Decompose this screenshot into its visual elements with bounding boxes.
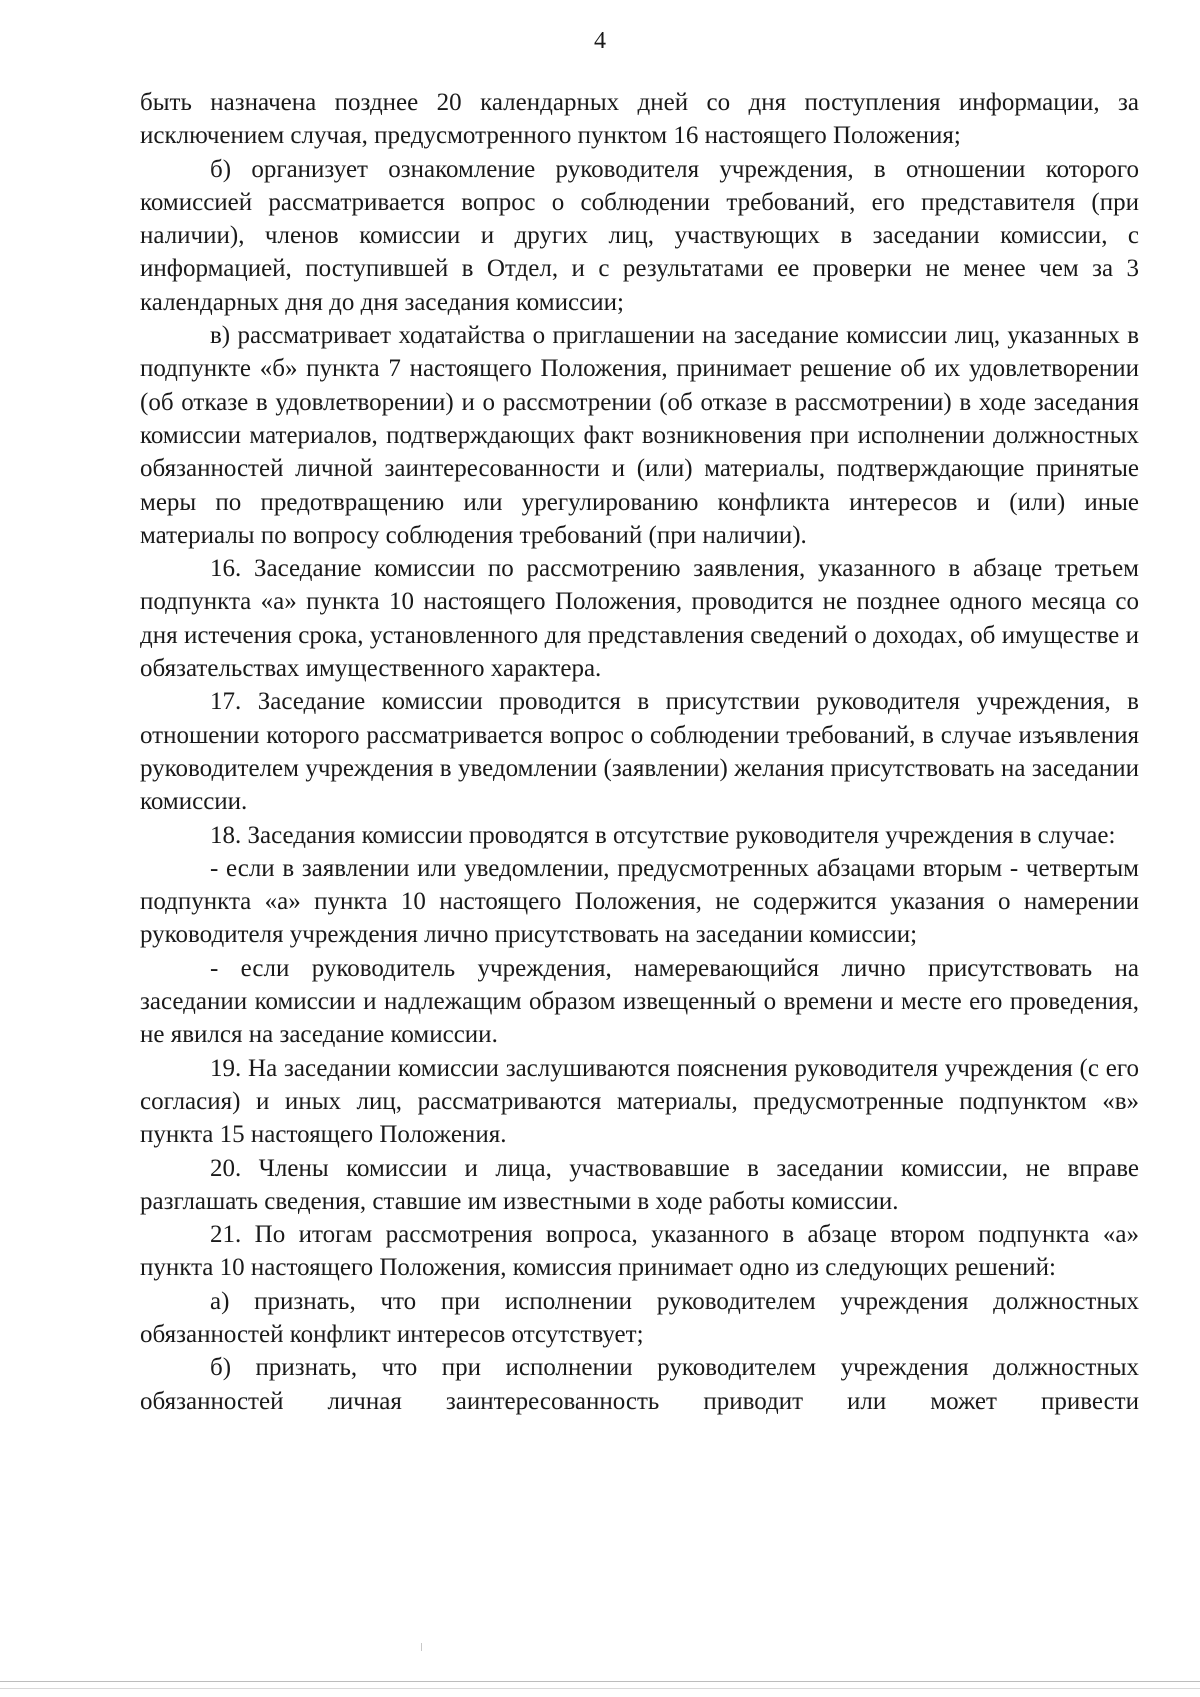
paragraph-18-case-1: - если в заявлении или уведомлении, предусмотренных абзацами вторым - четвертым подпункта «а» пункта 10 настоящего Положения, не содержится указания о намерении руководителя учреждения лично присутствовать на заседании комиссии; xyxy=(140,854,1139,949)
paragraph-16: 16. Заседание комиссии по рассмотрению заявления, указанного в абзаце третьем подпункта «а» пункта 10 настоящего Положения, проводится не позднее одного месяца со дня истечения срока, установленного для представления сведений о доходах, об имуществе и обязательствах имущественного характера. xyxy=(140,555,1139,683)
paragraph-20: 20. Члены комиссии и лица, участвовавшие в заседании комиссии, не вправе разглашать сведения, ставшие им известными в ходе работы комиссии. xyxy=(140,1154,1139,1215)
paragraph-15b: б) организует ознакомление руководителя учреждения, в отношении которого комиссией рассматривается вопрос о соблюдении требований, его представителя (при наличии), членов комиссии и других лиц, участвующих в заседании комиссии, с информацией, поступившей в Отдел, и с результатами ее проверки не менее чем за 3 календарных дня до дня заседания комиссии; xyxy=(140,155,1139,316)
paragraph-17: 17. Заседание комиссии проводится в присутствии руководителя учреждения, в отношении которого рассматривается вопрос о соблюдении требований, в случае изъявления руководителем учреждения в уведомлении (заявлении) желания присутствовать на заседании комиссии. xyxy=(140,688,1139,816)
document-body xyxy=(140,86,1139,1418)
scan-speck xyxy=(421,1643,422,1651)
page-number: 4 xyxy=(594,28,606,54)
paragraph-continuation: быть назначена позднее 20 календарных дней со дня поступления информации, за исключением случая, предусмотренного пунктом 16 настоящего Положения; xyxy=(140,89,1139,150)
paragraph-15v: в) рассматривает ходатайства о приглашении на заседание комиссии лиц, указанных в подпункте «б» пункта 7 настоящего Положения, принимает решение об их удовлетворении (об отказе в удовлетворении) и о рассмотрении (об отказе в рассмотрении) в ходе заседания комиссии материалов, подтверждающих факт возникновения при исполнении должностных обязанностей личной заинтересованности и (или) материалы, подтверждающие принятые меры по предотвращению или урегулированию конфликта интересов и (или) иные материалы по вопросу соблюдения требований (при наличии). xyxy=(140,322,1139,549)
paragraph-21a: а) признать, что при исполнении руководителем учреждения должностных обязанностей конфликт интересов отсутствует; xyxy=(140,1287,1139,1348)
paragraph-18: 18. Заседания комиссии проводятся в отсутствие руководителя учреждения в случае: xyxy=(210,821,1116,849)
paragraph-21b: б) признать, что при исполнении руководителем учреждения должностных обязанностей личная заинтересованность приводит или может привести xyxy=(140,1354,1139,1415)
scan-edge-line-secondary xyxy=(0,1688,1200,1689)
paragraph-19: 19. На заседании комиссии заслушиваются пояснения руководителя учреждения (с его согласия) и иных лиц, рассматриваются материалы, предусмотренные подпунктом «в» пункта 15 настоящего Положения. xyxy=(140,1054,1139,1149)
paragraph-18-case-2: - если руководитель учреждения, намеревающийся лично присутствовать на заседании комиссии и надлежащим образом извещенный о времени и месте его проведения, не явился на заседание комиссии. xyxy=(140,954,1139,1049)
paragraph-21: 21. По итогам рассмотрения вопроса, указанного в абзаце втором подпункта «а» пункта 10 настоящего Положения, комиссия принимает одно из следующих решений: xyxy=(140,1221,1139,1282)
scan-edge-line xyxy=(0,1681,1200,1682)
